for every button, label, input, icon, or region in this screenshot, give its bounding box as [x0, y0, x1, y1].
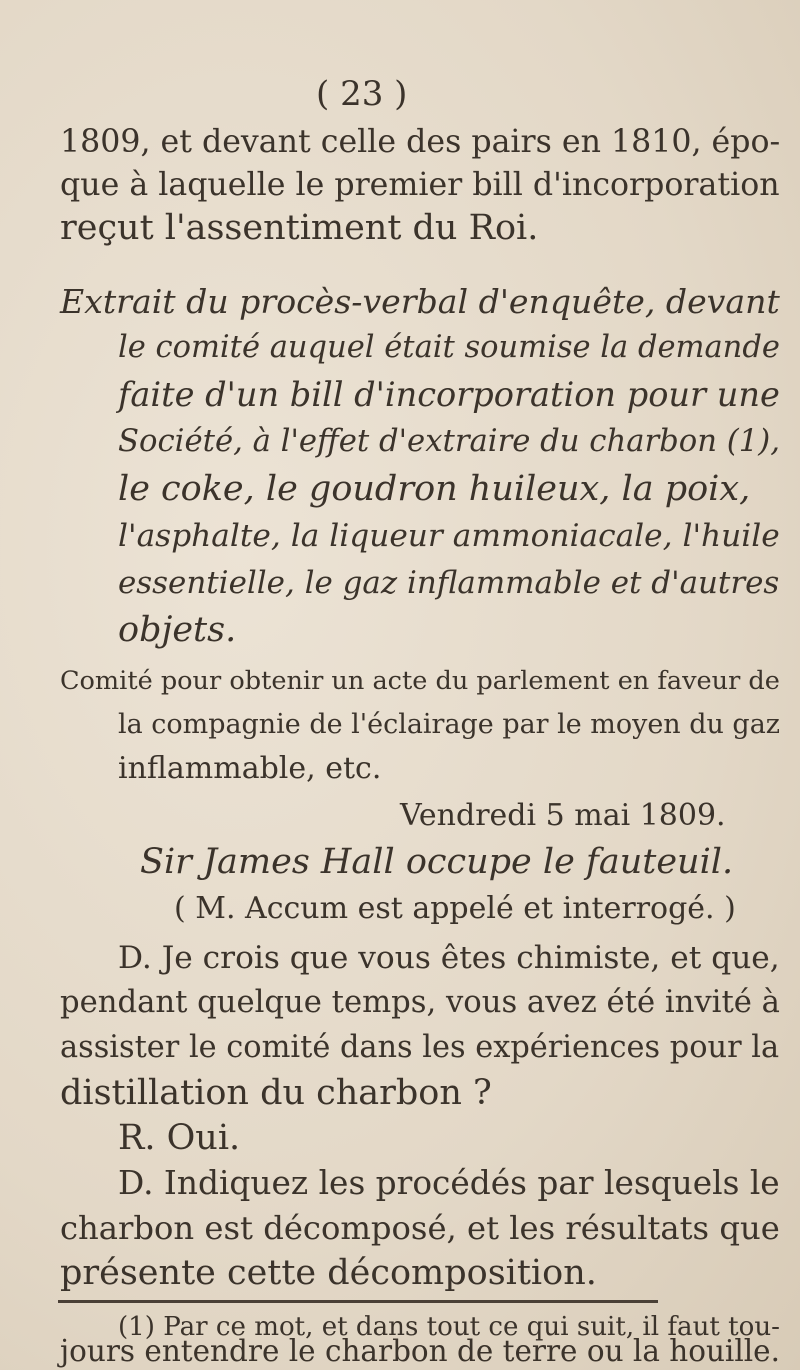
text-line: Comité pour obtenir un acte du parlement en faveur de: [60, 666, 780, 696]
text-line: pendant quelque temps, vous avez été invité à: [60, 985, 780, 1020]
text-line: que à laquelle le premier bill d'incorporation: [60, 167, 780, 203]
text-line: le coke, le goudron huileux, la poix,: [118, 469, 751, 509]
text-line: Extrait du procès-verbal d'enquête, devant: [60, 282, 780, 321]
text-line: objets.: [118, 610, 237, 650]
text-line: 1809, et devant celle des pairs en 1810, épo-: [60, 124, 781, 160]
text-line: R. Oui.: [118, 1118, 241, 1158]
date-line: Vendredi 5 mai 1809.: [400, 798, 726, 833]
text-line: reçut l'assentiment du Roi.: [60, 208, 539, 248]
text-line: la compagnie de l'éclairage par le moyen du gaz: [118, 709, 780, 740]
text-line: Sir James Hall occupe le fauteuil.: [140, 842, 734, 882]
text-line: D. Je crois que vous êtes chimiste, et que,: [118, 940, 780, 976]
text-line: l'asphalte, la liqueur ammoniacale, l'huile: [118, 518, 780, 554]
text-line: essentielle, le gaz inflammable et d'autres: [118, 565, 780, 601]
text-line: inflammable, etc.: [118, 751, 382, 786]
page-number: ( 23 ): [316, 74, 408, 114]
text-line: distillation du charbon ?: [60, 1073, 492, 1113]
text-line: assister le comité dans les expériences pour la: [60, 1030, 780, 1065]
text-line: charbon est décomposé, et les résultats que: [60, 1209, 780, 1247]
footnote-divider: [58, 1300, 658, 1303]
text-line: Société, à l'effet d'extraire du charbon (1),: [118, 424, 780, 459]
text-line: ( M. Accum est appelé et interrogé. ): [174, 891, 736, 926]
footnote-line: (1) Par ce mot, et dans tout ce qui suit, il faut tou-: [118, 1312, 780, 1342]
text-line: D. Indiquez les procédés par lesquels le: [118, 1164, 780, 1202]
footnote-line: jours entendre le charbon de terre ou la houille.: [60, 1334, 780, 1368]
text-line: le comité auquel était soumise la demande: [118, 330, 780, 365]
text-line: faite d'un bill d'incorporation pour une: [118, 375, 780, 414]
text-line: présente cette décomposition.: [60, 1253, 597, 1293]
